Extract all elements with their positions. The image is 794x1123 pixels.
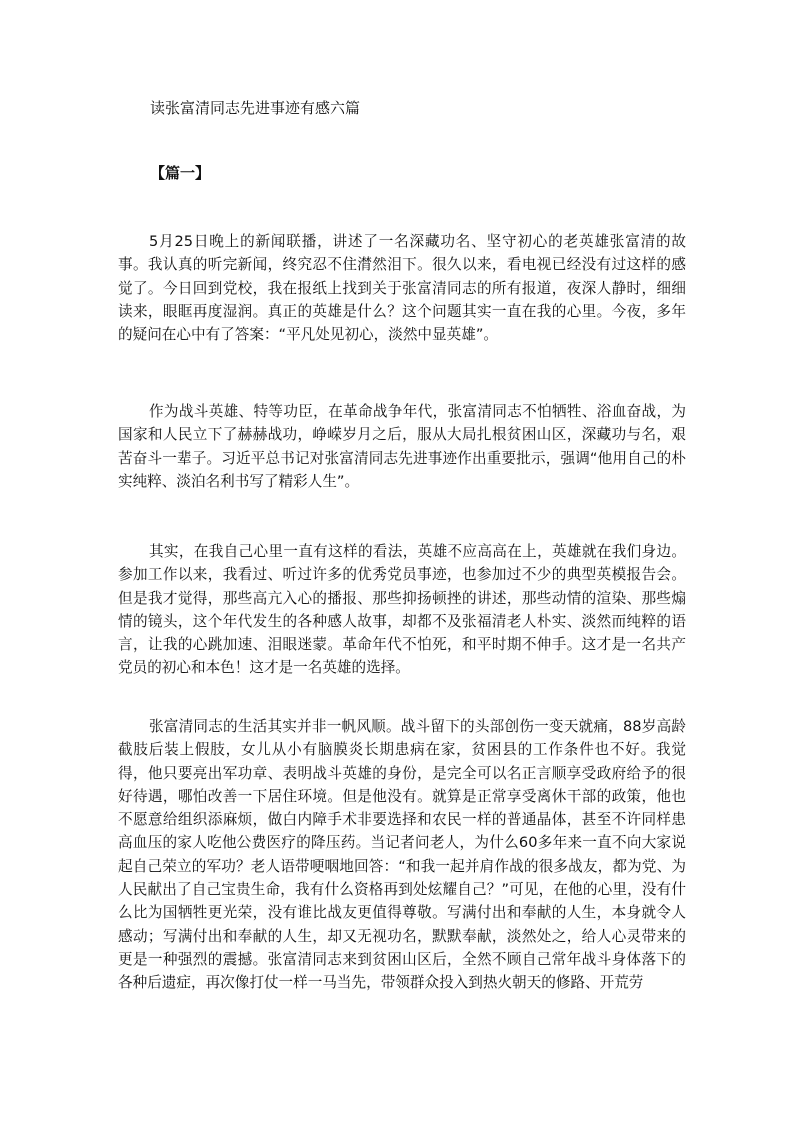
section-heading: 【篇一】: [150, 164, 211, 182]
paragraph-3: 其实，在我自己心里一直有这样的看法，英雄不应高高在上，英雄就在我们身边。参加工作以来，我看过、听过许多的优秀党员事迹，也参加过不少的典型英模报告会。但是我才觉得，那些高亢入心的播报、那些抑扬顿挫的讲述，那些动情的渲染、那些煽情的镜头，这个年代发生的各种感人故事，却都不及张福清老人朴实、淡然而纯粹的语言，让我的心跳加速、泪眼迷蒙。革命年代不怕死，和平时期不伸手。这才是一名共产党员的初心和本色！这才是一名英雄的选择。: [118, 543, 686, 677]
document-title: 读张富清同志先进事迹有感六篇: [150, 99, 361, 117]
paragraph-2: 作为战斗英雄、特等功臣，在革命战争年代，张富清同志不怕牺牲、浴血奋战，为国家和人民立下了赫赫战功，峥嵘岁月之后，服从大局扎根贫困山区，深藏功与名，艰苦奋斗一辈子。习近平总书记对张富清同志先进事迹作出重要批示，强调“他用自己的朴实纯粹、淡泊名利书写了精彩人生”。: [118, 403, 686, 490]
paragraph-1: 5月25日晚上的新闻联播，讲述了一名深藏功名、坚守初心的老英雄张富清的故事。我认真的听完新闻，终究忍不住潸然泪下。很久以来，看电视已经没有过这样的感觉了。今日回到党校，我在报纸上找到关于张富清同志的所有报道，夜深人静时，细细读来，眼眶再度湿润。真正的英雄是什么？这个问题其实一直在我的心里。今夜，多年的疑问在心中有了答案：“平凡处见初心，淡然中显英雄”。: [118, 233, 686, 344]
paragraph-4: 张富清同志的生活其实并非一帆风顺。战斗留下的头部创伤一变天就痛，88岁高龄截肢后装上假肢，女儿从小有脑膜炎长期患病在家，贫困县的工作条件也不好。我觉得，他只要亮出军功章、表明战斗英雄的身份，是完全可以名正言顺享受政府给予的很好待遇，哪怕改善一下居住环境。但是他没有。就算是正常享受离休干部的政策，他也不愿意给组织添麻烦，做白内障手术非要选择和农民一样的普通晶体，甚至不许同样患高血压的家人吃他公费医疗的降压药。当记者问老人，为什么60多年来一直不向大家说起自己荣立的军功？老人语带哽咽地回答：“和我一起并肩作战的很多战友，都为党、为人民献出了自己宝贵生命，我有什么资格再到处炫耀自己？”可见，在他的心里，没有什么比为国牺牲更光荣，没有谁比战友更值得尊敬。写满付出和奉献的人生，本身就令人感动；写满付出和奉献的人生，却又无视功名，默默奉献，淡然处之，给人心灵带来的更是一种强烈的震撼。张富清同志来到贫困山区后，全然不顾自己常年战斗身体落下的各种后遗症，再次像打仗一样一马当先，带领群众投入到热火朝天的修路、开荒劳: [118, 718, 686, 992]
